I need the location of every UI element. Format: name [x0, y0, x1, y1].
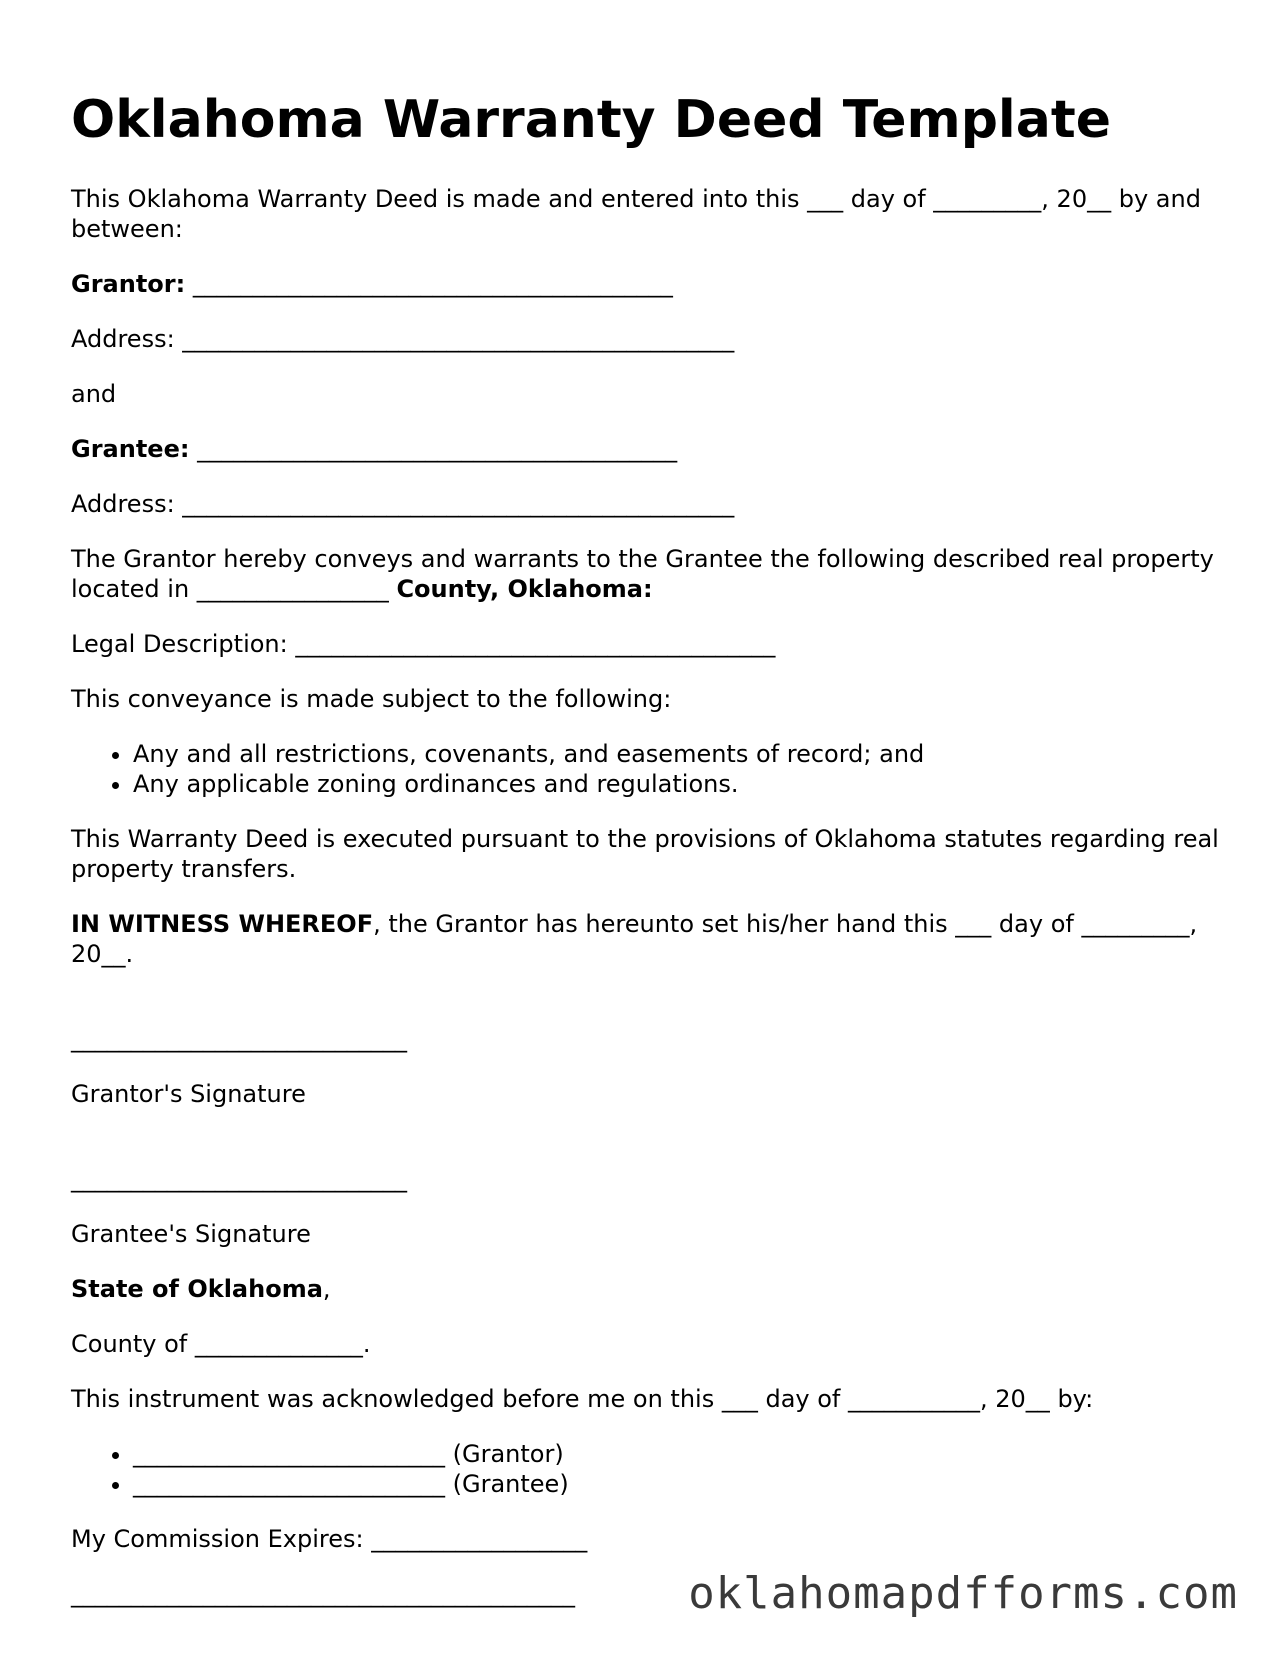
- and-text: and: [71, 380, 117, 408]
- grantee-signature-line: ____________________________: [71, 1165, 407, 1193]
- grantor-blank: ________________________________________: [185, 270, 673, 298]
- witness-text: , the Grantor has hereunto set his/her hand this ___ day of _________, 20__.: [71, 910, 1198, 968]
- document-body: [71, 184, 1221, 1634]
- footer-watermark: oklahomapdfforms.com: [688, 1568, 1238, 1619]
- legal-description-line: [71, 629, 1221, 659]
- conveys-text: The Grantor hereby conveys and warrants to the Grantee the following described real property located in ________________: [71, 545, 1214, 603]
- grantee-label: Grantee:: [71, 435, 190, 463]
- notary-signature-line: __________________________________________: [71, 1580, 575, 1608]
- spacer: [71, 1134, 1221, 1164]
- grantor-line: [71, 269, 1221, 299]
- legal-description-label: Legal Description:: [71, 630, 288, 658]
- county-oklahoma-label: County, Oklahoma:: [396, 575, 653, 603]
- grantor-address-blank: ______________________________________________: [174, 325, 735, 353]
- grantee-address-line: [71, 489, 1221, 519]
- list-item: • Any and all restrictions, covenants, and easements of record; and: [133, 739, 1221, 769]
- grantee-line: [71, 434, 1221, 464]
- grantor-signature-line: ____________________________: [71, 1025, 407, 1053]
- grantee-blank: ________________________________________: [189, 435, 678, 463]
- grantor-address-label: Address:: [71, 325, 175, 353]
- page-title: Oklahoma Warranty Deed Template: [71, 90, 1111, 150]
- witness-paragraph: [71, 909, 1221, 969]
- legal-description-blank: ________________________________________: [287, 630, 776, 658]
- county-line: County of ______________.: [71, 1330, 371, 1358]
- grantee-signature-label: Grantee's Signature: [71, 1220, 311, 1248]
- witness-bold: IN WITNESS WHEREOF: [71, 910, 374, 938]
- list-item: • __________________________ (Grantee): [133, 1469, 1221, 1499]
- grantee-address-label: Address:: [71, 490, 175, 518]
- grantor-label: Grantor:: [71, 270, 186, 298]
- grantor-address-line: [71, 324, 1221, 354]
- list-item: • __________________________ (Grantor): [133, 1439, 1221, 1469]
- grantor-signature-label: Grantor's Signature: [71, 1080, 306, 1108]
- state-line: [71, 1274, 1221, 1304]
- subject-intro: This conveyance is made subject to the following:: [71, 685, 672, 713]
- acknowledged-paragraph: This instrument was acknowledged before me on this ___ day of ___________, 20__ by:: [71, 1385, 1094, 1413]
- commission-line: My Commission Expires: __________________: [71, 1525, 588, 1553]
- executed-paragraph: This Warranty Deed is executed pursuant to the provisions of Oklahoma statutes regarding real property transfers.: [71, 825, 1219, 883]
- list-item: • Any applicable zoning ordinances and regulations.: [133, 769, 1221, 799]
- state-comma: ,: [322, 1275, 331, 1303]
- spacer: [71, 994, 1221, 1024]
- intro-paragraph: This Oklahoma Warranty Deed is made and entered into this ___ day of _________, 20__ by and between:: [71, 185, 1201, 243]
- conveys-paragraph: [71, 544, 1221, 604]
- acknowledged-list: [71, 1439, 1221, 1499]
- grantee-address-blank: ______________________________________________: [174, 490, 735, 518]
- subject-list: [71, 739, 1221, 799]
- state-bold: State of Oklahoma: [71, 1275, 323, 1303]
